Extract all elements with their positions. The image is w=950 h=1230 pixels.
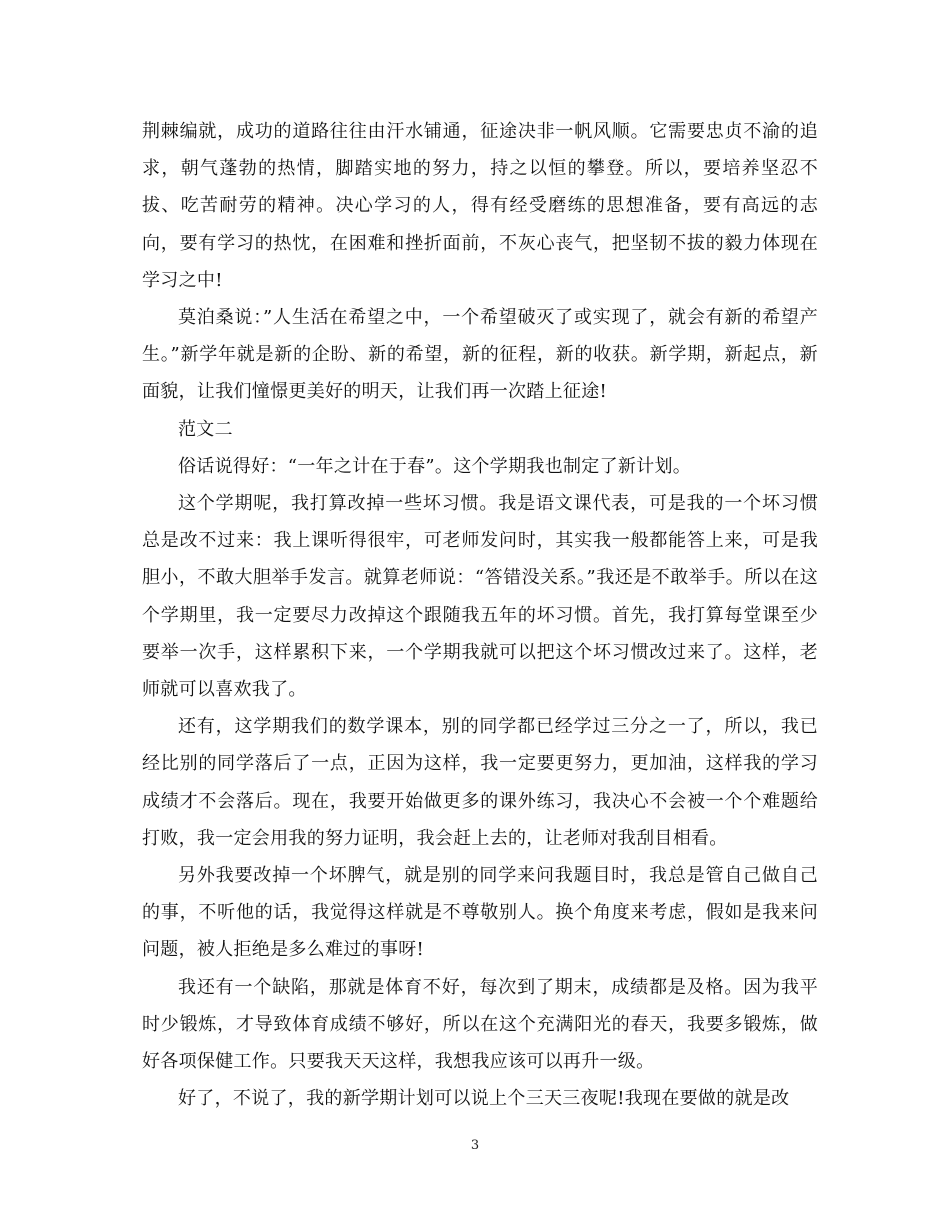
- paragraph-continuation: 荆棘编就，成功的道路往往由汗水铺通，征途决非一帆风顺。它需要忠贞不渝的追求，朝气蓬勃的热情，脚踏实地的努力，持之以恒的攀登。所以，要培养坚忍不拔、吃苦耐劳的精神。决心学习的人，得有经受磨练的思想准备，要有高远的志向，要有学习的热忱，在困难和挫折面前，不灰心丧气，把坚韧不拔的毅力体现在学习之中!: [142, 121, 818, 291]
- document-body: [142, 113, 818, 1117]
- paragraph-maupassant-quote: 莫泊桑说：”人生活在希望之中，一个希望破灭了或实现了，就会有新的希望产生。”新学年就是新的企盼、新的希望，新的征程，新的收获。新学期，新起点，新面貌，让我们憧憬更美好的明天，让我们再一次踏上征途!: [142, 307, 818, 403]
- paragraph-closing: 好了，不说了，我的新学期计划可以说上个三天三夜呢!我现在要做的就是改: [178, 1088, 790, 1110]
- paragraph-bad-habit: 这个学期呢，我打算改掉一些坏习惯。我是语文课代表，可是我的一个坏习惯总是改不过来：我上课听得很牢，可老师发问时，其实我一般都能答上来，可是我胆小，不敢大胆举手发言。就算老师说：“答错没关系。”我还是不敢举手。所以在这个学期里，我一定要尽力改掉这个跟随我五年的坏习惯。首先，我打算每堂课至少要举一次手，这样累积下来，一个学期我就可以把这个坏习惯改过来了。这样，老师就可以喜欢我了。: [142, 493, 818, 701]
- paragraph-sports: 我还有一个缺陷，那就是体育不好，每次到了期末，成绩都是及格。因为我平时少锻炼，才导致体育成绩不够好，所以在这个充满阳光的春天，我要多锻炼，做好各项保健工作。只要我天天这样，我想我应该可以再升一级。: [142, 976, 818, 1073]
- section-heading-sample-two: 范文二: [178, 418, 233, 440]
- paragraph-temper: 另外我要改掉一个坏脾气，就是别的同学来问我题目时，我总是管自己做自己的事，不听他的话，我觉得这样就是不尊敬别人。换个角度来考虑，假如是我来问问题，被人拒绝是多么难过的事呀!: [142, 865, 818, 961]
- paragraph-proverb: 俗话说得好：“一年之计在于春”。这个学期我也制定了新计划。: [178, 455, 692, 477]
- paragraph-math: 还有，这学期我们的数学课本，别的同学都已经学过三分之一了，所以，我已经比别的同学落后了一点，正因为这样，我一定要更努力，更加油，这样我的学习成绩才不会落后。现在，我要开始做更多的课外练习，我决心不会被一个个难题给打败，我一定会用我的努力证明，我会赶上去的，让老师对我刮目相看。: [142, 716, 818, 849]
- page-number: 3: [470, 1138, 480, 1153]
